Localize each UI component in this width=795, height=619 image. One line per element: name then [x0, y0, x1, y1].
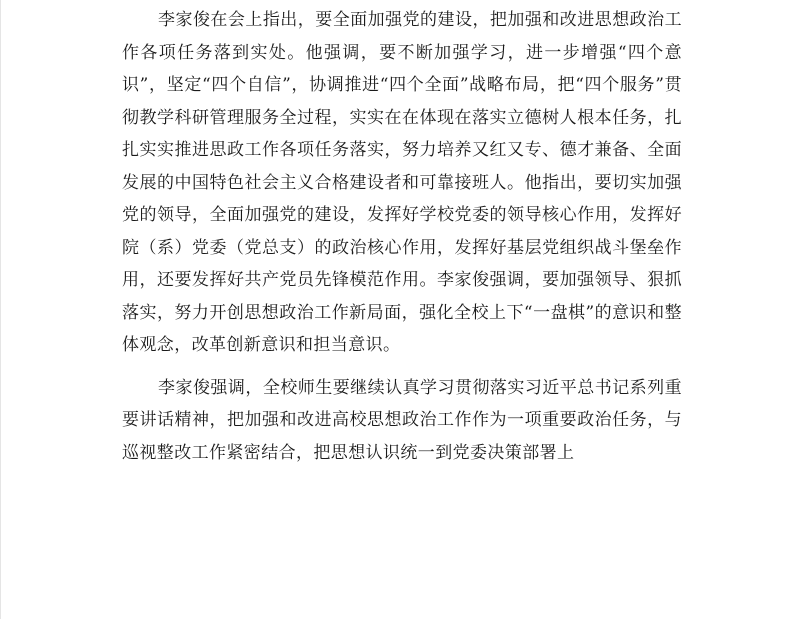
article-body [122, 4, 682, 479]
paragraph-2: 李家俊强调，全校师生要继续认真学习贯彻落实习近平总书记系列重要讲话精神，把加强和改进高校思想政治工作作为一项重要政治任务，与巡视整改工作紧密结合，把思想认识统一到党委决策部署上 [122, 377, 682, 463]
left-margin-divider [0, 0, 1, 619]
paragraph-1: 李家俊在会上指出，要全面加强党的建设，把加强和改进思想政治工作各项任务落到实处。他强调，要不断加强学习，进一步增强“四个意识”，坚定“四个自信”，协调推进“四个全面”战略布局，把“四个服务”贯彻教学科研管理服务全过程，实实在在体现在落实立德树人根本任务，扎扎实实推进思政工作各项任务落实，努力培养又红又专、德才兼备、全面发展的中国特色社会主义合格建设者和可靠接班人。他指出，要切实加强党的领导，全面加强党的建设，发挥好学校党委的领导核心作用，发挥好院（系）党委（党总支）的政治核心作用，发挥好基层党组织战斗堡垒作用，还要发挥好共产党员先锋模范作用。李家俊强调，要加强领导、狠抓落实，努力开创思想政治工作新局面，强化全校上下“一盘棋”的意识和整体观念，改革创新意识和担当意识。 [122, 10, 682, 355]
